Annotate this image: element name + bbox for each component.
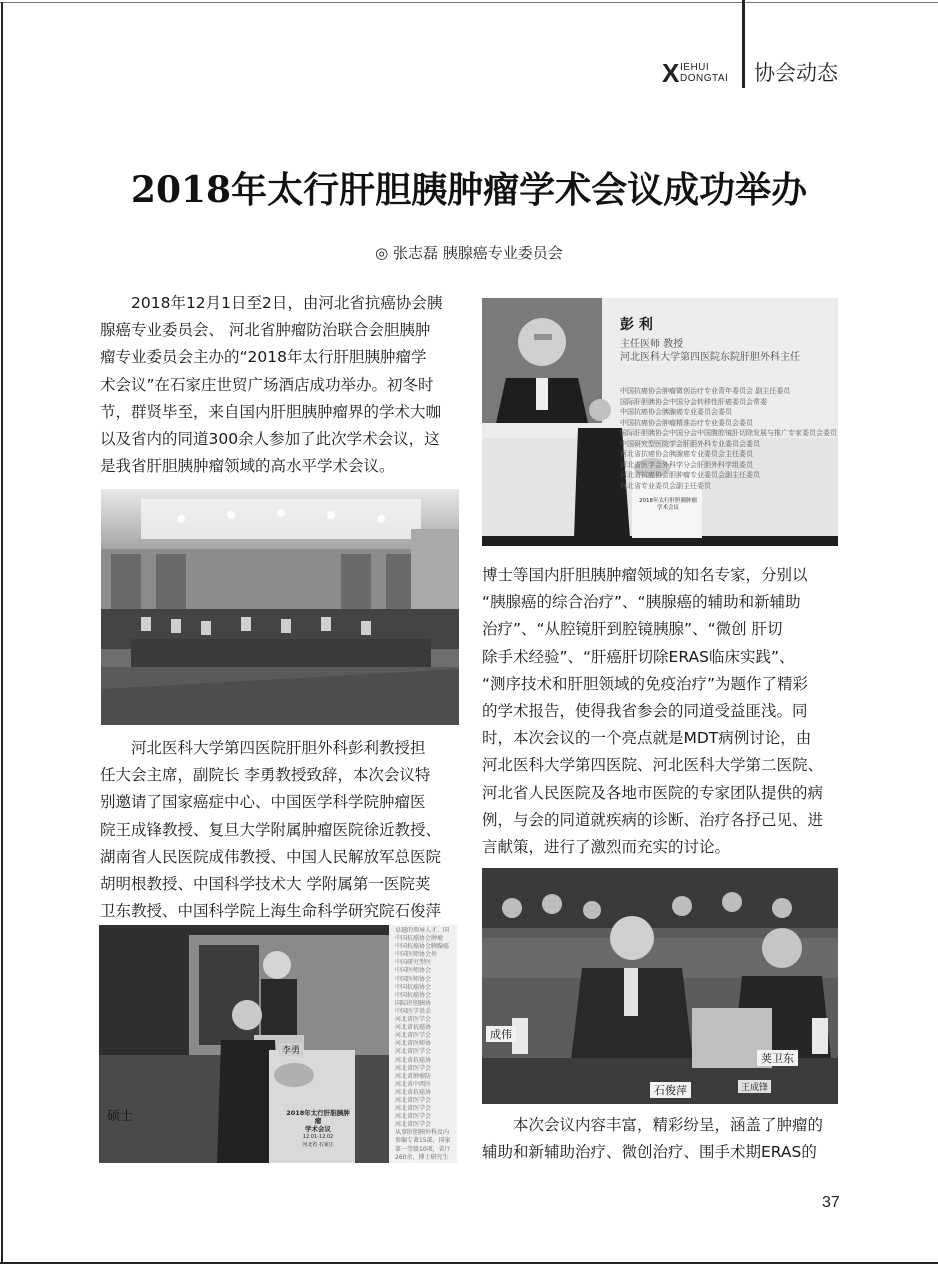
text-line: 言献策，进行了激烈而充实的讨论。 — [482, 838, 731, 857]
bio-line: 河北省抗癌协 — [395, 1056, 432, 1064]
bio-line: 中国研究型医 — [395, 959, 432, 967]
bio-line: 中国抗癌协会胰腺癌 — [395, 943, 450, 951]
screen-speaker-name: 彭 利 — [620, 317, 653, 333]
bio-line: 中国抗癌协会 — [395, 983, 432, 991]
section-logo-subtitle — [680, 62, 728, 84]
position-line: 中国抗癌协会胰腺癌专业委员会委员 — [620, 408, 732, 416]
text-line: 河北医科大学第四医院、河北医科大学第二医院、 — [482, 756, 824, 775]
article-title: 2018年太行肝胆胰肿瘤学术会议成功举办 — [130, 169, 808, 211]
bio-line: 河北省医学会 — [395, 1105, 432, 1113]
header-divider — [742, 0, 745, 88]
conference-hall-image — [101, 489, 459, 725]
bio-line: 河北省医学会 — [395, 1121, 432, 1129]
bio-line: 参编专著15部，国家 — [395, 1137, 451, 1145]
bio-line: 国际肝胆胰协 — [395, 999, 432, 1007]
text-line: 除手术经验”、“肝癌肝切除ERAS临床实践”、 — [482, 647, 795, 666]
bio-line: 河北省医学会 — [395, 1113, 432, 1121]
text-line: 的学术报告，使得我省参会的同道受益匪浅。同 — [482, 702, 808, 721]
text-line: 河北医科大学第四医院肝胆外科彭利教授担 — [131, 739, 426, 757]
position-line: 国际肝胆胰协会中国分会转移性肝癌委员会常委 — [620, 397, 767, 406]
bio-line: 河北省医师协 — [395, 1040, 432, 1048]
section-logo-line1: IEHUI — [680, 62, 710, 73]
bio-line: 河北省医学会 — [395, 1016, 432, 1024]
podium-sign-date: 12.01-12.02 — [302, 1134, 334, 1140]
speaker-screen-label: 李勇 — [279, 1043, 303, 1056]
text-line: 节，群贤毕至，来自国内肝胆胰肿瘤界的学术大咖 — [100, 402, 442, 421]
speaker-li-yong-photo — [99, 925, 457, 1163]
section-logo-line2: DONGTAI — [680, 73, 729, 84]
bio-line: 中国抗癌协会 — [395, 991, 432, 999]
bio-line: 河北省肿瘤防 — [395, 1072, 432, 1080]
text-line: “胰腺癌的综合治疗”、“胰腺癌的辅助和新辅助 — [482, 593, 801, 612]
page-bottom-rule — [0, 1262, 938, 1264]
article-paragraph-2 — [100, 735, 460, 925]
text-line: 河北省人民医院及各地市医院的专家团队提供的病 — [482, 783, 824, 802]
bio-line: 河北省医学会 — [395, 1064, 432, 1072]
bio-line: 卓越的领导人才、国 — [395, 927, 450, 934]
nameplate-shi-junping: 石俊萍 — [650, 1082, 691, 1098]
nameplate-wang-chengfeng: 王成锋 — [738, 1080, 771, 1093]
text-line: 辅助和新辅助治疗、微创治疗、围手术期ERAS的 — [482, 1143, 817, 1162]
text-line: 任大会主席，副院长 李勇教授致辞，本次会议特 — [100, 766, 431, 785]
nameplate-cheng-wei: 成伟 — [486, 1026, 516, 1042]
screen-speaker-title — [620, 338, 800, 364]
text-line: 院王成锋教授、复旦大学附属肿瘤医院徐近教授、 — [100, 820, 442, 839]
bio-line: 中国抗癌协会肿瘤 — [395, 935, 444, 943]
bio-line: 河北省医学会 — [395, 1096, 432, 1104]
text-line: 本次会议内容丰富，精彩纷呈，涵盖了肿瘤的 — [513, 1116, 824, 1134]
bio-line: 中国医学基金 — [395, 1007, 432, 1015]
position-line: 河北省抗癌协会胰腺癌专业委员会主任委员 — [620, 450, 753, 458]
position-line: 中国研究型医院学会肝胆外科专业委员会委员 — [620, 439, 760, 448]
nameplate-jia-weidong: 荚卫东 — [757, 1050, 798, 1066]
section-logo-letter: X — [662, 58, 680, 88]
text-line: 胡明根教授、中国科学技术大 学附属第一医院荚 — [100, 875, 431, 894]
text-line: “测序技术和肝胆领域的免疫治疗”为题作了精彩 — [482, 674, 809, 693]
text-line: 时，本次会议的一个亮点就是MDT病例讨论，由 — [482, 729, 812, 748]
text-line: 例，与会的同道就疾病的诊断、治疗各抒己见、进 — [482, 810, 824, 829]
position-line: 河北省医学会外科学分会肝胆外科学组委员 — [620, 460, 753, 469]
podium-sign — [285, 1109, 351, 1149]
text-line: 治疗”、“从腔镜肝到腔镜胰腺”、“微创 肝切 — [482, 620, 783, 639]
page-number: 37 — [822, 1194, 840, 1211]
text-line: 术会议”在石家庄世贸广场酒店成功举办。初冬时 — [100, 375, 434, 394]
text-line: 博士等国内肝胆胰肿瘤领域的知名专家，分别以 — [482, 566, 808, 584]
article-paragraph-1 — [100, 290, 460, 480]
text-line: 是我省肝胆胰肿瘤领域的高水平学术会议。 — [100, 457, 395, 476]
text-line: 以及省内的同道300余人参加了此次学术会议，这 — [100, 430, 440, 449]
bio-line: 中国医师协会 — [395, 975, 432, 983]
podium-sign-place: 河北省 石家庄 — [302, 1142, 334, 1148]
speaker-peng-li-photo — [482, 298, 838, 546]
experts-audience-photo — [482, 868, 838, 1104]
section-title: 协会动态 — [754, 61, 838, 85]
article-byline: ◎ 张志磊 胰腺癌专业委员会 — [375, 244, 563, 262]
speaker-screen-lower-text: 硕士 — [107, 1109, 134, 1124]
bio-line: 河北省中西医 — [395, 1080, 432, 1088]
bio-line: 260余，博士研究生 — [395, 1153, 449, 1161]
bio-line: 河北省医学会 — [395, 1048, 432, 1056]
screen-bio-text — [395, 927, 457, 1162]
bio-line: 从事肝胆胰外科及内 — [395, 1129, 450, 1137]
position-line: 国际肝胆胰协会中国分会中国腹腔镜肝切除发展与推广专家委员会委员 — [620, 429, 837, 437]
text-line: 湖南省人民医院成伟教授、中国人民解放军总医院 — [100, 847, 442, 866]
position-line: 中国抗癌协会肿瘤微创治疗专业青年委员会 副主任委员 — [620, 387, 791, 395]
experts-audience-image — [482, 868, 838, 1104]
position-line: 中国抗癌协会肿瘤精准治疗专业委员会委员 — [620, 418, 753, 427]
podium-sign-line2: 学术会议 — [305, 1125, 331, 1133]
bio-line: 中国医师协会外 — [395, 951, 438, 959]
article-paragraph-4 — [482, 1112, 842, 1166]
bio-line: 中国医师协会 — [395, 967, 432, 975]
screen-speaker-title-line2: 河北医科大学第四医院东院肝胆外科主任 — [620, 352, 800, 363]
text-line: 2018年12月1日至2日，由河北省抗癌协会胰 — [131, 294, 443, 312]
screen-speaker-title-line1: 主任医师 教授 — [620, 339, 684, 350]
text-line: 别邀请了国家癌症中心、中国医学科学院肿瘤医 — [100, 793, 426, 812]
position-line: 河北省抗癌协会胆肿瘤专业委员会副主任委员 — [620, 471, 760, 479]
text-line: 瘤专业委员会主办的“2018年太行肝胆胰肿瘤学 — [100, 348, 427, 367]
screen-speaker-positions — [620, 386, 838, 491]
podium-sign-peng-li: 2018年太行肝胆胰肿瘤学术会议 — [639, 498, 697, 511]
position-line: 河北省专业委员会副主任委员 — [620, 481, 711, 490]
article-paragraph-3 — [482, 562, 842, 861]
bio-line: 第一等级10项，省厅 — [395, 1145, 451, 1153]
bio-line: 河北省抗癌协 — [395, 1088, 432, 1096]
podium-sign-line1: 2018年太行肝胆胰肿瘤 — [286, 1109, 350, 1125]
bio-line: 河北省抗癌协 — [395, 1024, 432, 1032]
bio-line: 河北省医学会 — [395, 1032, 432, 1040]
text-line: 卫东教授、中国科学院上海生命科学研究院石俊萍 — [100, 902, 442, 921]
text-line: 腺癌专业委员会、 河北省肿瘤防治联合会胆胰肿 — [100, 321, 431, 340]
page-top-rule — [0, 2, 938, 3]
conference-hall-photo — [101, 489, 459, 725]
